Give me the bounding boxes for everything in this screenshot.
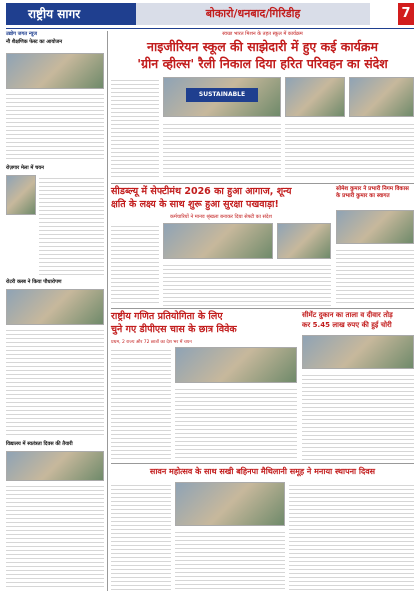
masthead	[0, 0, 420, 30]
bottom-body-2	[175, 529, 285, 591]
theft-story	[302, 311, 414, 461]
lead-headline-1: नाइजीरियन स्कूल की साझेदारी में हुए कई कार्यक्रम	[147, 39, 378, 54]
page-number: 7	[398, 3, 414, 25]
left-photo-4	[6, 451, 104, 481]
story4-title: विद्यालय में स्वतंत्रता दिवस की तैयारी	[6, 441, 73, 447]
left-photo-3	[6, 289, 104, 325]
safety-headline-2: क्षति के लक्ष्य के साथ शुरू हुआ सुरक्षा पखवाड़ा!	[111, 199, 279, 210]
bottom-story	[111, 466, 414, 591]
bottom-headline: सावन महोत्सव के साथ सखी बहिनपा मैथिलानी समूह ने मनाया स्थापना दिवस	[149, 467, 376, 476]
quiz-headline-2: चुने गए डीपीएस चास के छात्र विवेक	[111, 324, 237, 335]
left-photo-1	[6, 53, 104, 89]
lead-photo-3	[349, 77, 414, 117]
masthead-rule	[6, 28, 414, 29]
edition-label: बोकारो/धनबाद/गिरिडीह	[136, 3, 370, 25]
theft-photo	[302, 335, 414, 369]
safety-photo-2	[277, 223, 331, 259]
left-body-3	[6, 327, 104, 437]
quiz-story	[111, 311, 297, 461]
lead-rule	[111, 183, 414, 184]
quiz-rule	[111, 463, 414, 464]
story1-title: नौ शैक्षणिक फेस्ट का आयोजन	[6, 39, 63, 45]
safety-headline-1: सीडब्ल्यू में सेफ्टीमंथ 2026 का हुआ आगाज, शून्य	[111, 186, 292, 197]
left-photo-2	[6, 175, 36, 215]
section-label: उद्योग जगत न्यूज	[6, 31, 37, 37]
theft-headline-2: कर 5.45 लाख रुपए की हुई चोरी	[302, 321, 392, 329]
safety-body-2	[163, 262, 331, 306]
lead-kicker: स्वच्छ भारत मिशन के तहत स्कूल में कार्यक्रम	[222, 31, 303, 37]
quiz-body-2	[175, 386, 297, 461]
lead-body-3	[285, 121, 414, 179]
left-body-4	[6, 483, 104, 588]
safety-body-1	[111, 223, 159, 306]
quiz-headline-1: राष्ट्रीय गणित प्रतियोगिता के लिए	[111, 311, 223, 322]
theft-headline-1: सीमेंट दुकान का ताला व दीवार तोड़	[302, 311, 393, 319]
safety-subhead: कर्मचारियों ने मानव श्रृंखला बनाकर दिया सेफ्टी का संदेश	[170, 214, 272, 220]
quiz-photo	[175, 347, 297, 383]
bottom-body-1	[111, 482, 171, 591]
safety-story	[111, 186, 331, 306]
quiz-subhead: प्रथम, 2 राज्य और 72 छात्रों का देश भर में चयन	[111, 340, 192, 345]
right-body	[336, 247, 414, 306]
right-photo	[336, 210, 414, 244]
theft-body	[302, 372, 414, 461]
lead-headline-2: 'ग्रीन व्हील्स' रैली निकाल दिया हरित परिवहन का संदेश	[137, 56, 388, 71]
right-story	[336, 186, 414, 306]
lead-story	[111, 31, 414, 181]
story2-title: रोज़गार मेला में चयन	[6, 165, 44, 171]
lead-photo-2	[285, 77, 345, 117]
quiz-body-1	[111, 347, 171, 461]
safety-rule	[111, 308, 414, 309]
bottom-photo	[175, 482, 285, 526]
left-body-2	[39, 175, 104, 275]
left-column	[6, 31, 104, 591]
right-headline: सोमेश कुमार ने प्रभारी निगम विकास के प्रभारी कुमार का स्वागत	[336, 186, 409, 199]
bottom-body-3	[289, 482, 414, 591]
left-body-1	[6, 91, 104, 161]
paper-name: राष्ट्रीय सागर	[6, 3, 136, 25]
col-rule	[107, 31, 108, 591]
safety-photo-1	[163, 223, 273, 259]
lead-photo-1	[163, 77, 281, 117]
lead-body-1	[111, 77, 159, 179]
story3-title: रोटरी क्लब ने किया पौधारोपण	[6, 279, 62, 285]
lead-banner: SUSTAINABLE	[186, 88, 258, 102]
lead-body-2	[163, 121, 281, 179]
